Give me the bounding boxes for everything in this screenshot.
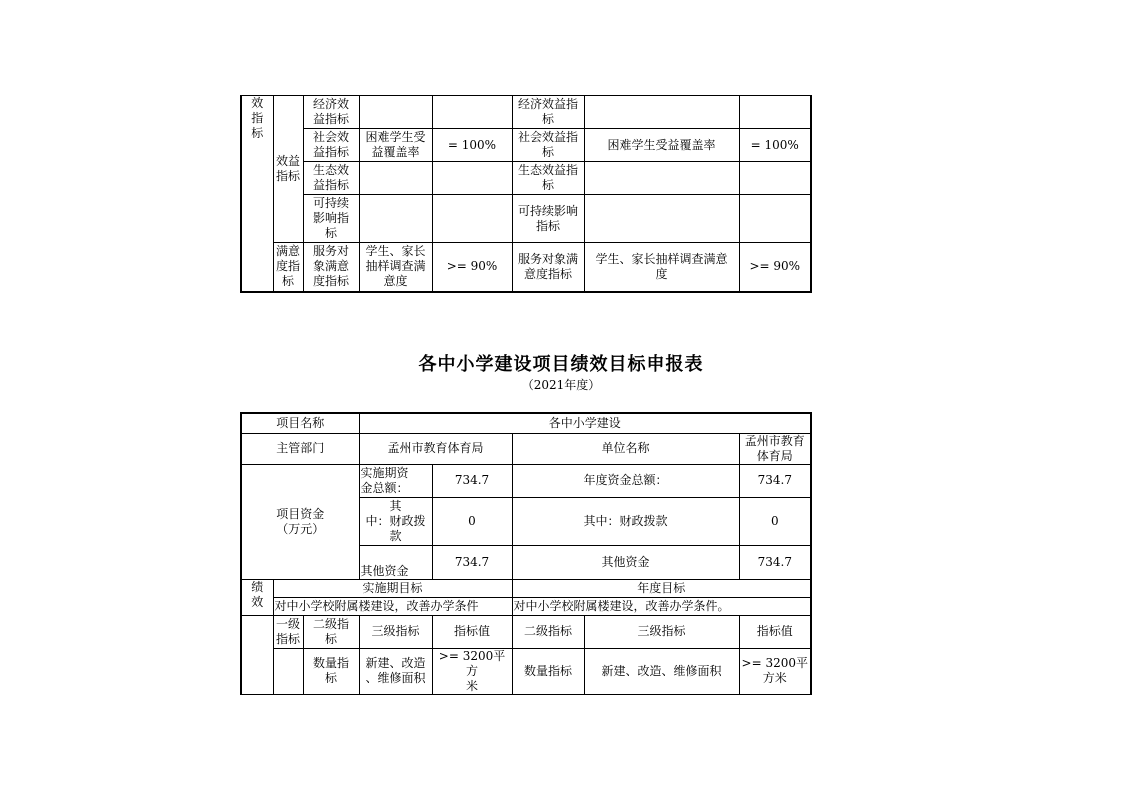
social-benefit-value: = 100% (432, 129, 512, 162)
annual-total-label: 年度资金总额： (512, 464, 739, 497)
header-value-annual: 指标值 (739, 615, 811, 648)
service-satisfaction-value-annual: >= 90% (739, 243, 811, 292)
header-level3-annual: 三级指标 (584, 615, 739, 648)
economic-benefit-value-annual (739, 96, 811, 129)
quantity-indicator-label: 数量指 标 (303, 648, 359, 694)
annual-fiscal-value: 0 (739, 497, 811, 545)
dept-label: 主管部门 (241, 433, 359, 464)
project-performance-table (240, 412, 812, 695)
ecological-benefit-value-annual (739, 162, 811, 195)
period-fiscal-value: 0 (432, 497, 512, 545)
service-satisfaction-l3: 学生、家长 抽样调查满 意度 (359, 243, 432, 292)
benefit-indicators-table (240, 95, 812, 293)
economic-benefit-value (432, 96, 512, 129)
service-satisfaction-label-annual: 服务对象满 意度指标 (512, 243, 584, 292)
header-level3: 三级指标 (359, 615, 432, 648)
benefit-indicator-label: 效益 指标 (273, 96, 303, 243)
quantity-level1-blank (273, 648, 303, 694)
annual-other-value: 734.7 (739, 545, 811, 579)
service-satisfaction-label: 服务对 象满意 度指标 (303, 243, 359, 292)
service-satisfaction-value: >= 90% (432, 243, 512, 292)
header-level1: 一级 指标 (273, 615, 303, 648)
ecological-benefit-label: 生态效 益指标 (303, 162, 359, 195)
period-total-value: 734.7 (432, 464, 512, 497)
quantity-indicator-label-annual: 数量指标 (512, 648, 584, 694)
page-title: 各中小学建设项目绩效目标申报表 (418, 354, 704, 375)
project-funds-label: 项目资金 （万元） (241, 464, 359, 579)
performance-label: 绩 效 (241, 579, 273, 615)
period-other-label: 其他资金 (359, 545, 432, 579)
annual-total-value: 734.7 (739, 464, 811, 497)
sustainable-impact-value-annual (739, 195, 811, 243)
ecological-benefit-l3 (359, 162, 432, 195)
social-benefit-l3: 困难学生受 益覆盖率 (359, 129, 432, 162)
annual-fiscal-label: 其中：财政拨款 (512, 497, 739, 545)
period-goal-label: 实施期目标 (273, 579, 512, 597)
annual-other-label: 其他资金 (512, 545, 739, 579)
header-level2: 二级指 标 (303, 615, 359, 648)
period-total-label: 实施期资 金总额： (359, 464, 432, 497)
social-benefit-label: 社会效 益指标 (303, 129, 359, 162)
sustainable-impact-value (432, 195, 512, 243)
social-benefit-label-annual: 社会效益指 标 (512, 129, 584, 162)
economic-benefit-label-annual: 经济效益指 标 (512, 96, 584, 129)
ecological-benefit-l3-annual (584, 162, 739, 195)
social-benefit-l3-annual: 困难学生受益覆盖率 (584, 129, 739, 162)
economic-benefit-l3 (359, 96, 432, 129)
service-satisfaction-l3-annual: 学生、家长抽样调查满意 度 (584, 243, 739, 292)
sustainable-impact-l3-annual (584, 195, 739, 243)
project-name-value: 各中小学建设 (359, 413, 811, 433)
project-name-label: 项目名称 (241, 413, 359, 433)
social-benefit-value-annual: = 100% (739, 129, 811, 162)
economic-benefit-label: 经济效 益指标 (303, 96, 359, 129)
header-value: 指标值 (432, 615, 512, 648)
quantity-value: >= 3200平方 米 (432, 648, 512, 694)
annual-goal-text: 对中小学校附属楼建设，改善办学条件。 (512, 597, 811, 615)
page-subtitle: （2021年度） (521, 378, 601, 392)
quantity-l3: 新建、改造 、维修面积 (359, 648, 432, 694)
sustainable-impact-label-annual: 可持续影响 指标 (512, 195, 584, 243)
satisfaction-indicator-label: 满意 度指 标 (273, 243, 303, 292)
annual-goal-label: 年度目标 (512, 579, 811, 597)
period-fiscal-label: 其 中：财政拨 款 (359, 497, 432, 545)
economic-benefit-l3-annual (584, 96, 739, 129)
blank-side-cell (241, 615, 273, 694)
dept-value: 孟州市教育体育局 (359, 433, 512, 464)
period-other-value: 734.7 (432, 545, 512, 579)
sustainable-impact-label: 可持续 影响指 标 (303, 195, 359, 243)
ecological-benefit-value (432, 162, 512, 195)
indicator-category-cell: 效 指 标 (241, 96, 273, 292)
ecological-benefit-label-annual: 生态效益指 标 (512, 162, 584, 195)
header-level2-annual: 二级指标 (512, 615, 584, 648)
unit-label: 单位名称 (512, 433, 739, 464)
unit-value: 孟州市教育体育局 (739, 433, 811, 464)
quantity-value-annual: >= 3200平 方米 (739, 648, 811, 694)
sustainable-impact-l3 (359, 195, 432, 243)
period-goal-text: 对中小学校附属楼建设，改善办学条件 (273, 597, 512, 615)
quantity-l3-annual: 新建、改造、维修面积 (584, 648, 739, 694)
